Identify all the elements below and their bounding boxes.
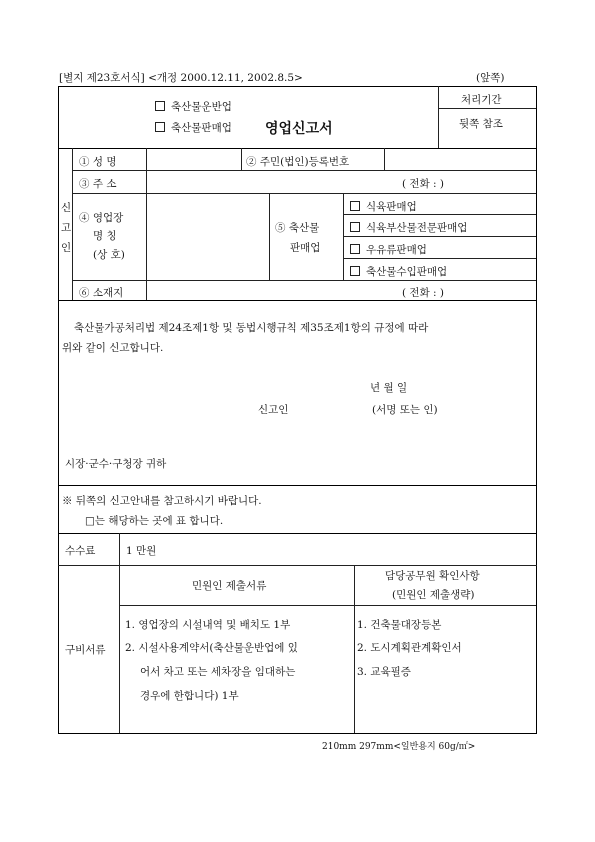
checkbox[interactable] bbox=[350, 244, 360, 254]
address-field[interactable] bbox=[149, 172, 389, 190]
fee-col-divider bbox=[119, 533, 120, 733]
side-label-3: 인 bbox=[61, 242, 72, 254]
verify-header-2: (민원인 제출생략) bbox=[392, 589, 475, 601]
reg-field-divider bbox=[384, 148, 385, 170]
sales-type-meat[interactable]: 식육판매업 bbox=[350, 199, 417, 214]
submit-docs-header: 민원인 제출서류 bbox=[192, 580, 267, 592]
paper-spec: 210mm 297mm<일반용지 60g/㎡> bbox=[322, 742, 476, 752]
verify-item: 2. 도시계획관계확인서 bbox=[357, 642, 462, 654]
business-name-field[interactable] bbox=[149, 196, 267, 278]
option-sales[interactable]: 축산물판매업 bbox=[155, 120, 232, 135]
checkbox[interactable] bbox=[350, 266, 360, 276]
addressee: 시장·군수·구청장 귀하 bbox=[65, 458, 167, 470]
section-divider-1 bbox=[58, 300, 537, 301]
declaration-line-2: 위와 같이 신고합니다. bbox=[62, 342, 164, 354]
checkbox[interactable] bbox=[155, 122, 165, 132]
side-label-2: 고 bbox=[61, 222, 72, 234]
notice-line-2: □는 해당하는 곳에 표 합니다. bbox=[85, 515, 224, 527]
section-divider-4 bbox=[58, 565, 537, 566]
page-title: 영업신고서 bbox=[265, 121, 333, 137]
reg-number-label: ② 주민(법인)등록번호 bbox=[246, 156, 350, 168]
sign-or-seal: (서명 또는 인) bbox=[372, 404, 438, 416]
row-divider-2 bbox=[72, 193, 536, 194]
section-divider-3 bbox=[58, 533, 537, 534]
row-divider-3 bbox=[72, 280, 536, 281]
submit-doc-item: 1. 영업장의 시설내역 및 배치도 1부 bbox=[125, 619, 291, 631]
address-label: ③ 주 소 bbox=[79, 178, 117, 190]
address-phone: ( 전화 : ) bbox=[402, 178, 445, 190]
submit-doc-item: 경우에 한합니다) 1부 bbox=[140, 690, 239, 702]
location-phone: ( 전화 : ) bbox=[402, 287, 445, 299]
name-label: ① 성 명 bbox=[79, 156, 117, 168]
documents-col-divider bbox=[354, 565, 355, 733]
section-top bbox=[58, 148, 537, 149]
checkbox[interactable] bbox=[350, 201, 360, 211]
sales-type-label-2: 판매업 bbox=[290, 242, 321, 254]
form-number: [별지 제23호서식] <개정 2000.12.11, 2002.8.5> bbox=[59, 72, 303, 84]
verify-header-1: 담당공무원 확인사항 bbox=[385, 570, 480, 582]
date-line: 년 월 일 bbox=[370, 382, 408, 394]
processing-label: 처리기간 bbox=[461, 94, 502, 106]
submit-doc-item: 2. 시설사용계약서(축산물운반업에 있 bbox=[125, 642, 298, 654]
sales-label-left bbox=[269, 193, 270, 280]
verify-item: 1. 건축물대장등본 bbox=[357, 619, 442, 631]
sales-divider-2 bbox=[343, 236, 536, 237]
submit-doc-item: 어서 차고 또는 세차장을 임대하는 bbox=[140, 666, 296, 678]
business-name-label-3: (상 호) bbox=[93, 249, 125, 261]
reg-number-field[interactable] bbox=[388, 150, 534, 168]
sales-type-label-1: ⑤ 축산물 bbox=[275, 222, 320, 234]
frame-left bbox=[58, 86, 59, 734]
frame-bottom bbox=[58, 733, 537, 734]
location-label: ⑥ 소재지 bbox=[79, 287, 124, 299]
row-divider-1 bbox=[72, 170, 536, 171]
business-name-label-1: ④ 영업장 bbox=[79, 212, 124, 224]
business-name-label-2: 명 칭 bbox=[93, 230, 117, 242]
notice-line-1: ※ 뒤쪽의 신고안내를 참고하시기 바랍니다. bbox=[62, 495, 262, 507]
documents-header-divider bbox=[119, 605, 536, 606]
fee-value: 1 만원 bbox=[126, 545, 157, 557]
sales-type-byproduct[interactable]: 식육부산물전문판매업 bbox=[350, 220, 467, 235]
verify-item: 3. 교육필증 bbox=[357, 666, 411, 678]
side-label-1: 신 bbox=[61, 202, 72, 214]
processing-value: 뒷쪽 참조 bbox=[459, 118, 503, 130]
option-transport[interactable]: 축산물운반업 bbox=[155, 99, 232, 114]
frame-right bbox=[536, 86, 537, 734]
sales-type-milk[interactable]: 우유류판매업 bbox=[350, 242, 427, 257]
checkbox[interactable] bbox=[350, 222, 360, 232]
title-divider bbox=[438, 86, 439, 148]
frame-top bbox=[58, 86, 537, 87]
checkbox[interactable] bbox=[155, 101, 165, 111]
documents-label: 구비서류 bbox=[65, 644, 106, 656]
declaration-line-1: 축산물가공처리법 제24조제1항 및 동법시행규칙 제35조제1항의 규정에 따라 bbox=[74, 322, 429, 334]
sales-type-import[interactable]: 축산물수입판매업 bbox=[350, 264, 447, 279]
section-divider-2 bbox=[58, 485, 537, 486]
name-field[interactable] bbox=[149, 150, 239, 168]
location-field[interactable] bbox=[149, 282, 389, 298]
name-field-divider bbox=[241, 148, 242, 170]
fee-label: 수수료 bbox=[65, 545, 96, 557]
sales-divider-3 bbox=[343, 258, 536, 259]
sales-divider-1 bbox=[343, 214, 536, 215]
applicant-sign-label: 신고인 bbox=[258, 404, 289, 416]
page-side-label: (앞쪽) bbox=[476, 72, 505, 84]
processing-divider bbox=[438, 108, 536, 109]
